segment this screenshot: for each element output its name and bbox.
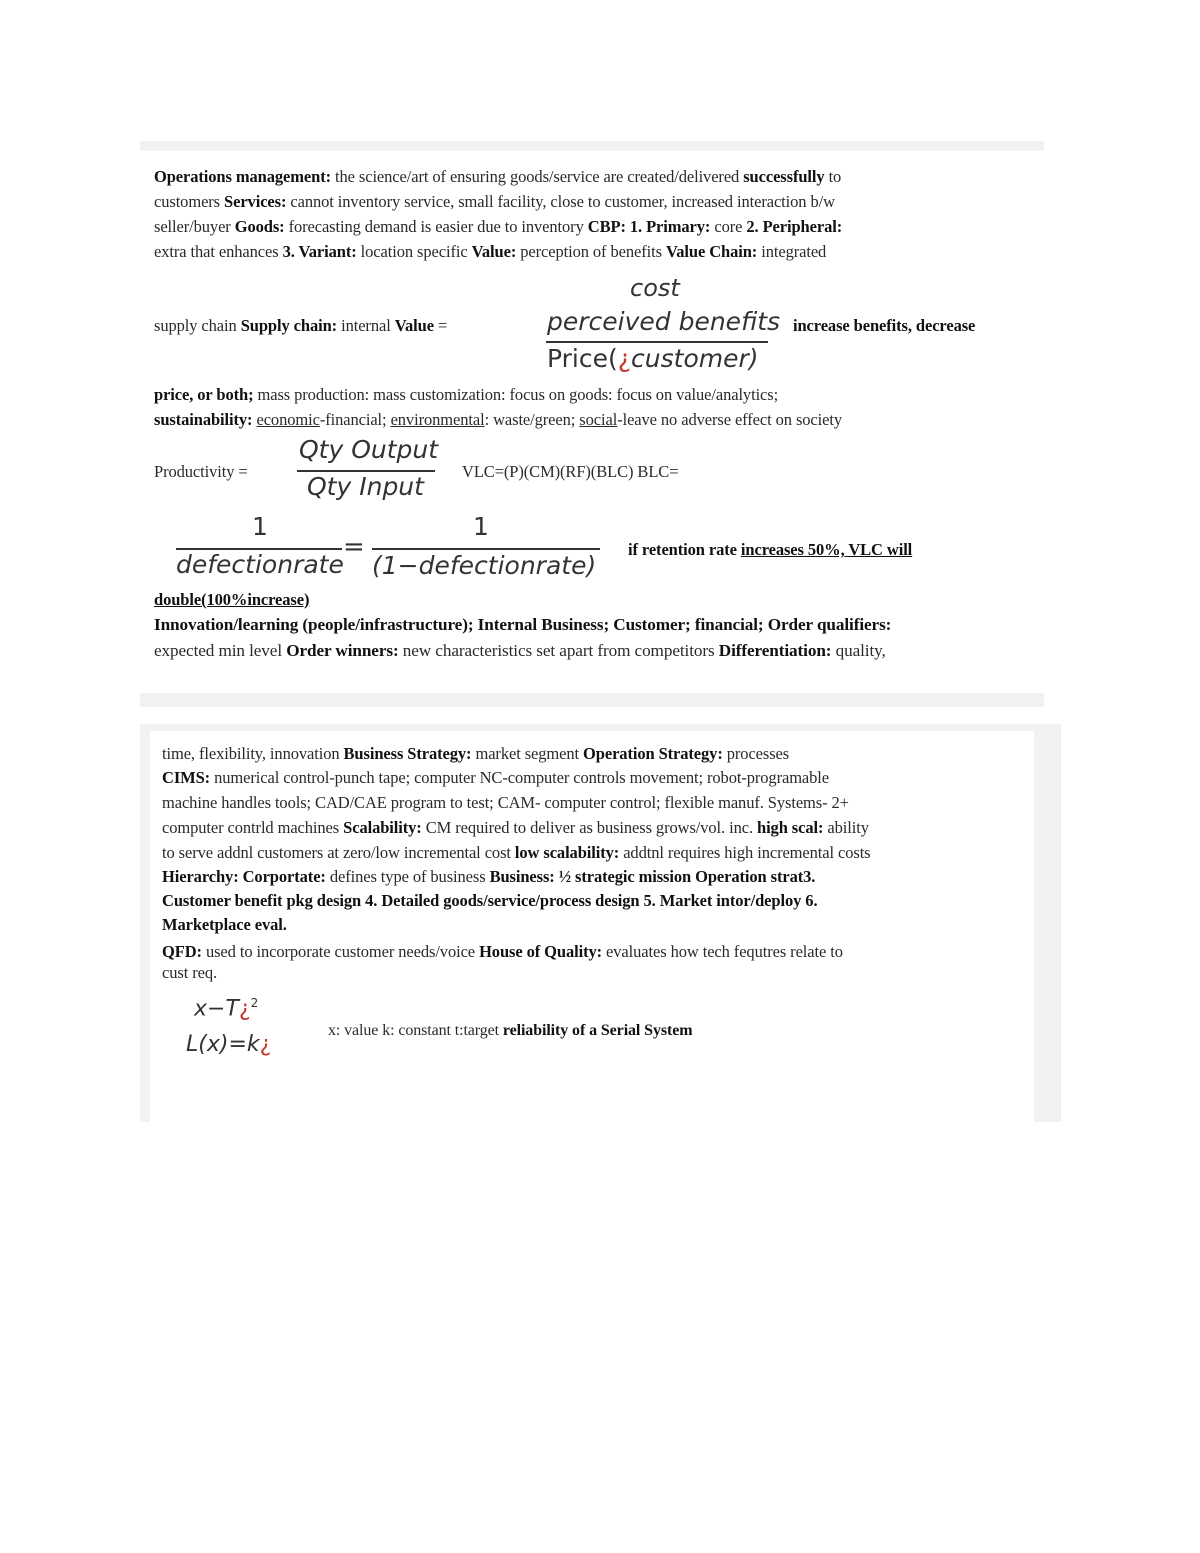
s1-line-1: Operations management: the science/art of ensuring goods/service are created/delivered successfully to (154, 167, 842, 186)
productivity-numerator: Qty Output (299, 435, 439, 464)
defection-denominator-1: defectionrate (176, 550, 344, 579)
s1-line-2: customers Services: cannot inventory service, small facility, close to customer, increased interaction b/w (154, 192, 835, 211)
vlc-formula: VLC=(P)(CM)(RF)(BLC) BLC= (462, 462, 679, 481)
defection-numerator-1: 1 (252, 512, 268, 541)
defection-numerator-2: 1 (473, 512, 489, 541)
s1-line-3: seller/buyer Goods: forecasting demand is easier due to inventory CBP: 1. Primary: core 2. Peripheral: (154, 217, 843, 236)
s1-line-6: price, or both; mass production: mass customization: focus on goods: focus on value/analytics; (154, 385, 779, 404)
s1-line-4: extra that enhances 3. Variant: location specific Value: perception of benefits Value Chain: integrated (154, 242, 827, 261)
s2-line-4: computer contrld machines Scalability: CM required to deliver as business grows/vol. inc. high scal: ability (162, 818, 869, 837)
s1-line-12: expected min level Order winners: new characteristics set apart from competitors Differentiation: quality, (154, 641, 886, 660)
s2-line-9: QFD: used to incorporate customer needs/voice House of Quality: evaluates how tech fequtres relate to (162, 942, 843, 961)
s1-line-11: Innovation/learning (people/infrastructure); Internal Business; Customer; financial; Order qualifiers: (154, 615, 892, 634)
s2-line-3: machine handles tools; CAD/CAE program to test; CAM- computer control; flexible manuf. Systems- 2+ (162, 793, 849, 812)
s2-line-7: Customer benefit pkg design 4. Detailed goods/service/process design 5. Market intor/deploy 6. (162, 891, 818, 910)
s1-line-10: double(100%increase) (154, 590, 310, 609)
s2-line-5: to serve addnl customers at zero/low incremental cost low scalability: addtnl requires high incremental costs (162, 843, 871, 862)
s2-line-10: cust req. (162, 963, 217, 982)
defection-equals: = (343, 532, 365, 562)
s1-value-line-right: increase benefits, decrease (793, 316, 976, 335)
productivity-label: Productivity = (154, 462, 248, 481)
s2-line-1: time, flexibility, innovation Business Strategy: market segment Operation Strategy: processes (162, 744, 790, 763)
value-fraction-denominator: Price(¿customer) (547, 344, 759, 373)
loss-legend: x: value k: constant t:target reliability of a Serial System (328, 1022, 693, 1039)
s2-line-8: Marketplace eval. (162, 915, 287, 934)
value-cost-term: cost (630, 274, 680, 302)
productivity-denominator: Qty Input (307, 472, 424, 501)
loss-function-top: x−T¿$^2$ (194, 996, 259, 1022)
loss-function-bottom: L(x)=k¿ (186, 1032, 272, 1057)
s2-line-2: CIMS: numerical control-punch tape; computer NC-computer controls movement; robot-programable (162, 768, 830, 787)
defection-right-text: if retention rate increases 50%, VLC will (628, 540, 913, 559)
s1-value-line-left: supply chain Supply chain: internal Value = (154, 316, 448, 335)
s1-line-7: sustainability: economic-financial; environmental: waste/green; social-leave no adverse effect on society (154, 410, 842, 429)
defection-denominator-2: (1−defectionrate) (372, 551, 597, 580)
s2-line-6: Hierarchy: Corportate: defines type of business Business: ½ strategic mission Operation strat3. (162, 867, 816, 886)
value-fraction-numerator: perceived benefits (547, 307, 781, 336)
panel-2-text (162, 0, 1032, 1100)
